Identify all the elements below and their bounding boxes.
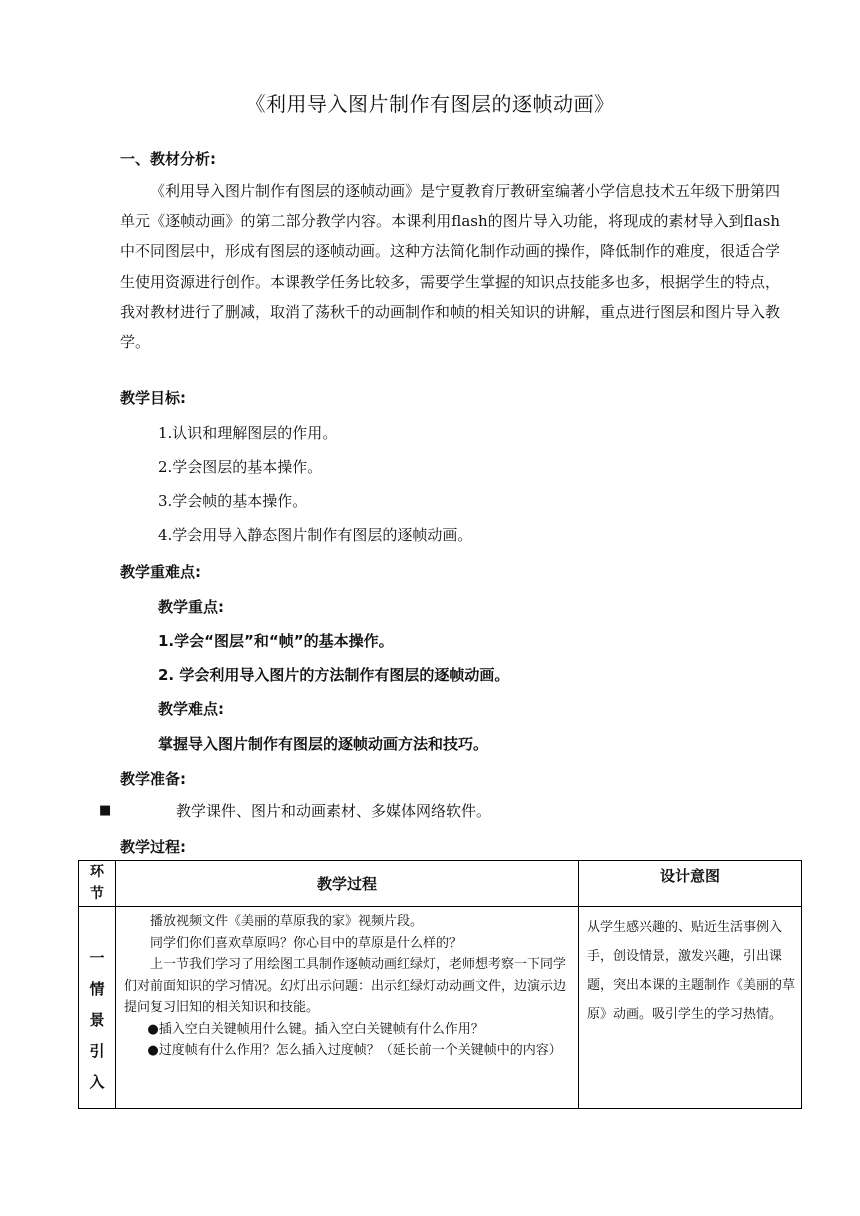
process-table [78,860,802,1109]
focus-item-2: 2. 学会利用导入图片的方法制作有图层的逐帧动画。 [158,666,510,684]
focus-item-1: 1.学会“图层”和“帧”的基本操作。 [158,632,394,650]
stage-char: 入 [89,1073,105,1091]
difficulty-text: 掌握导入图片制作有图层的逐帧动画方法和技巧。 [158,735,489,753]
stage-char: 引 [89,1042,105,1060]
header-stage [79,861,116,907]
goal-item-4: 4.学会用导入静态图片制作有图层的逐帧动画。 [158,526,473,544]
section-heading-teaching-goals: 教学目标: [120,389,186,407]
header-intent: 设计意图 [579,861,802,907]
intent-cell: 从学生感兴趣的、贴近生活事例入手，创设情景，激发兴趣，引出课题，突出本课的主题制作《美丽的草原》动画。吸引学生的学习热情。 [579,907,802,1109]
header-process: 教学过程 [116,861,579,907]
preparation-text: 教学课件、图片和动画素材、多媒体网络软件。 [176,802,492,820]
table-header-row [79,861,802,907]
stage-char: 景 [89,1011,105,1029]
header-stage-line1: 环 [90,864,104,880]
material-analysis-paragraph: 《利用导入图片制作有图层的逐帧动画》是宁夏教育厅教研室编著小学信息技术五年级下册第四单元《逐帧动画》的第二部分教学内容。本课利用flash的图片导入功能，将现成的素材导入到flash中不同图层中，形成有图层的逐帧动画。这种方法简化制作动画的操作，降低制作的难度，很适合学生使用资源进行创作。本课教学任务比较多，需要学生掌握的知识点技能多也多，根据学生的特点，我对教材进行了删减，取消了荡秋千的动画制作和帧的相关知识的讲解，重点进行图层和图片导入教学。 [120,182,781,352]
section-heading-key-points: 教学重难点: [120,563,201,581]
section-heading-material-analysis: 一、教材分析: [120,150,216,168]
process-line: 同学们你们喜欢草原吗？你心目中的草原是什么样的？ [150,935,463,951]
goal-item-2: 2.学会图层的基本操作。 [158,458,323,476]
process-line: 上一节我们学习了用绘图工具制作逐帧动画红绿灯，老师想考察一下同学们对前面知识的学习情况。幻灯出示问题：出示红绿灯动动画文件，边演示边提问复习旧知的相关知识和技能。 [124,957,567,1015]
difficulty-heading: 教学难点: [158,700,224,718]
header-stage-line2: 节 [90,886,104,902]
section-heading-preparation: 教学准备: [120,770,186,788]
stage-char: 一 [89,949,105,967]
process-bullet-line: ●插入空白关键帧用什么键。插入空白关键帧有什么作用？ [147,1021,484,1037]
stage-char: 情 [89,980,105,998]
goal-item-1: 1.认识和理解图层的作用。 [158,424,338,442]
square-bullet-icon: ■ [99,803,112,818]
stage-cell [79,907,116,1109]
section-heading-process: 教学过程: [120,838,186,856]
table-row [79,907,802,1109]
process-line: 播放视频文件《美丽的草原我的家》视频片段。 [150,914,424,929]
focus-heading: 教学重点: [158,598,224,616]
process-bullet-line: ●过度帧有什么作用？怎么插入过度帧？（延长前一个关键帧中的内容） [147,1043,562,1058]
process-cell [116,907,579,1109]
document-title: 《利用导入图片制作有图层的逐帧动画》 [245,92,615,116]
goal-item-3: 3.学会帧的基本操作。 [158,492,308,510]
